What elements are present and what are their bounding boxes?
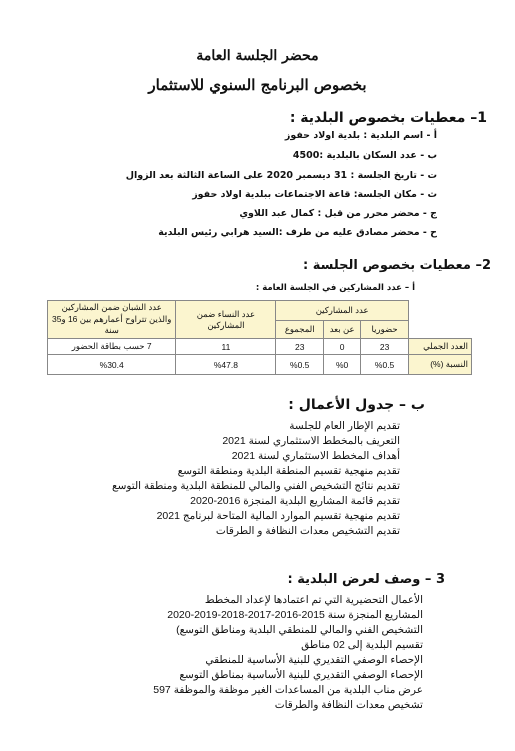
presentation-item: تشخيص معدات النظافة والطرقات (274, 699, 423, 711)
presentation-item: عرض مناب البلدية من المساعدات الغير موظفة والموظفة 597 (153, 684, 423, 696)
cell-remote-percent: %0 (323, 355, 360, 375)
section3-heading: 3 – وصف لعرض البلدية : (287, 572, 445, 587)
info-minutes-author: ج - محضر محرر من قبل : كمال عبد اللاوي (239, 208, 437, 219)
document-title: محضر الجلسة العامة (196, 48, 319, 64)
header-youth: عدد الشبان ضمن المشاركين والذين تتراوح أعمارهم بين 16 و35 سنة (48, 301, 176, 339)
participants-table (47, 300, 472, 375)
row-percent-label: النسبة (%) (408, 355, 471, 375)
header-women: عدد النساء ضمن المشاركين (176, 301, 276, 339)
agenda-item: تقديم الإطار العام للجلسة (289, 420, 400, 432)
agenda-item: التعريف بالمخطط الاستثماري لسنة 2021 (222, 435, 400, 447)
cell-youth-count: 7 حسب بطاقة الحضور (48, 339, 176, 355)
presentation-item: الأعمال التحضيرية التي تم اعتمادها لإعداد المخطط (204, 594, 423, 606)
header-remote: عن بعد (323, 321, 360, 339)
presentation-item: تقسيم البلدية إلى 02 مناطق (301, 639, 423, 651)
presentation-item: الإحصاء الوصفي التقديري للبنية الأساسية للمنطقي (205, 654, 423, 666)
cell-total-count: 23 (276, 339, 324, 355)
header-participants: عدد المشاركين (276, 301, 408, 321)
presentation-item: التشخيص الفني والمالي للمنطقي البلدية ومناطق التوسع) (176, 624, 423, 636)
info-municipality-name: أ - اسم البلدية : بلدية اولاد حفوز (284, 130, 437, 141)
presentation-item: المشاريع المنجزة سنة 2015-2016-2017-2018-2019-2020 (167, 609, 423, 621)
cell-women-percent: %47.8 (176, 355, 276, 375)
header-total: المجموع (276, 321, 324, 339)
cell-total-percent: %0.5 (276, 355, 324, 375)
info-session-date: ت - تاريخ الجلسة : 31 ديسمبر 2020 على الساعة الثالثة بعد الزوال (125, 170, 437, 181)
agenda-item: تقديم منهجية تقسيم المنطقة البلدية ومنطقة التوسع (177, 465, 400, 477)
cell-youth-percent: %30.4 (48, 355, 176, 375)
document-subtitle: بخصوص البرنامج السنوي للاستثمار (148, 76, 367, 94)
cell-present-percent: %0.5 (361, 355, 409, 375)
participants-subheading: أ – عدد المشاركين في الجلسة العامة : (255, 283, 415, 293)
cell-present-count: 23 (361, 339, 409, 355)
cell-women-count: 11 (176, 339, 276, 355)
section2-heading: 2– معطيات بخصوص الجلسة : (303, 258, 491, 273)
info-minutes-approver: ح - محضر مصادق عليه من طرف :السيد هرابي رئيس البلدية (158, 227, 437, 238)
agenda-item: أهداف المخطط الاستثماري لسنة 2021 (231, 450, 400, 462)
agenda-item: تقديم قائمة المشاريع البلدية المنجزة 2016-2020 (190, 495, 400, 507)
cell-remote-count: 0 (323, 339, 360, 355)
agenda-item: تقديم منهجية تقسيم الموارد المالية المتاحة لبرنامج 2021 (156, 510, 400, 522)
presentation-item: الإحصاء الوصفي التقديري للبنية الأساسية بمناطق التوسع (179, 669, 423, 681)
agenda-item: تقديم التشخيص معدات النظافة و الطرقات (215, 525, 400, 537)
section1-heading: 1– معطيات بخصوص البلدية : (289, 110, 487, 126)
agenda-item: تقديم نتائج التشخيص الفني والمالي للمنطقة البلدية ومنطقة التوسع (111, 480, 400, 492)
header-present: حضوريا (361, 321, 409, 339)
info-session-location: ث - مكان الجلسة: قاعة الاجتماعات ببلدية اولاد حفوز (192, 189, 437, 200)
info-population: ب - عدد السكان بالبلدية :4500 (292, 150, 437, 161)
row-total-label: العدد الجملي (408, 339, 471, 355)
agenda-heading: ب – جدول الأعمال : (288, 397, 425, 413)
